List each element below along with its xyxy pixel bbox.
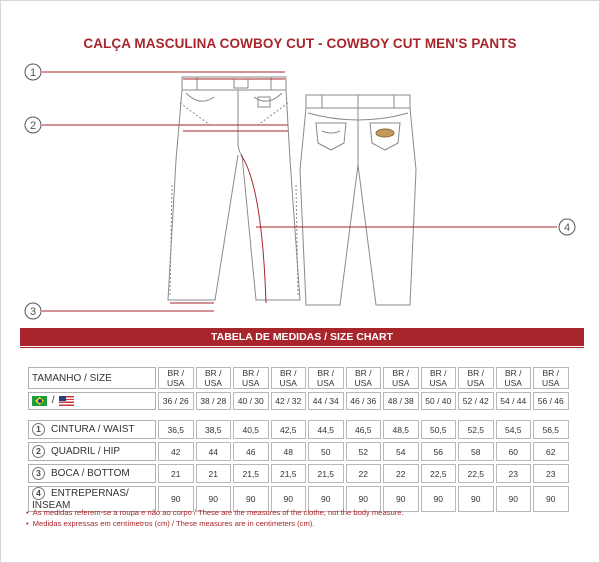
value-cell: 54 — [383, 442, 419, 461]
size-header-cell: BR / USA — [496, 367, 532, 389]
measurement-row-waist — [28, 420, 569, 439]
value-cell: 56 — [421, 442, 457, 461]
size-cell: 42 / 32 — [271, 392, 307, 410]
size-chart-banner: TABELA DE MEDIDAS / SIZE CHART — [20, 328, 584, 346]
measurement-label: 2 QUADRIL / HIP — [28, 442, 156, 461]
size-cell: 36 / 26 — [158, 392, 194, 410]
value-cell: 90 — [308, 486, 344, 512]
value-cell: 52 — [346, 442, 382, 461]
value-cell: 60 — [496, 442, 532, 461]
value-cell: 90 — [158, 486, 194, 512]
size-header-cell: BR / USA — [383, 367, 419, 389]
pants-diagram — [0, 55, 600, 320]
value-cell: 90 — [271, 486, 307, 512]
size-header-cell: BR / USA — [233, 367, 269, 389]
measurement-label: 1 CINTURA / WAIST — [28, 420, 156, 439]
size-header-cell: BR / USA — [458, 367, 494, 389]
value-cell: 46 — [233, 442, 269, 461]
flag-separator: / — [51, 395, 55, 407]
number-badge: 4 — [32, 487, 45, 500]
size-row-label: TAMANHO / SIZE — [28, 367, 156, 389]
size-cell: 54 / 44 — [496, 392, 532, 410]
value-cell: 58 — [458, 442, 494, 461]
brazil-flag-icon — [32, 396, 47, 406]
front-pants-sketch — [168, 77, 300, 300]
value-cell: 40,5 — [233, 420, 269, 439]
size-values-row — [28, 392, 569, 410]
value-cell: 22 — [383, 464, 419, 483]
callout-labels — [30, 67, 570, 318]
size-header-row — [28, 367, 569, 389]
value-cell: 42,5 — [271, 420, 307, 439]
callout-3: 3 — [29, 306, 37, 318]
callout-2: 2 — [29, 120, 37, 132]
size-cell: 48 / 38 — [383, 392, 419, 410]
value-cell: 23 — [496, 464, 532, 483]
callout-1: 1 — [29, 67, 37, 79]
value-cell: 90 — [383, 486, 419, 512]
size-cell: 38 / 28 — [196, 392, 232, 410]
value-cell: 90 — [196, 486, 232, 512]
size-cell: 44 / 34 — [308, 392, 344, 410]
value-cell: 22,5 — [458, 464, 494, 483]
number-badge: 2 — [32, 445, 45, 458]
size-header-cell: BR / USA — [421, 367, 457, 389]
value-cell: 90 — [533, 486, 569, 512]
footnote: • Medidas expressas em centímetros (cm) / These measures are in centimeters (cm). — [26, 519, 315, 528]
size-header-cell: BR / USA — [158, 367, 194, 389]
value-cell: 21,5 — [271, 464, 307, 483]
value-cell: 52,5 — [458, 420, 494, 439]
value-cell: 54,5 — [496, 420, 532, 439]
size-header-cell: BR / USA — [533, 367, 569, 389]
value-cell: 36,5 — [158, 420, 194, 439]
size-header-cell: BR / USA — [308, 367, 344, 389]
value-cell: 21 — [158, 464, 194, 483]
value-cell: 50,5 — [421, 420, 457, 439]
measurement-row-hip — [28, 442, 569, 461]
value-cell: 50 — [308, 442, 344, 461]
value-cell: 21,5 — [233, 464, 269, 483]
value-cell: 56,5 — [533, 420, 569, 439]
measurement-row-bottom — [28, 464, 569, 483]
size-cell: 46 / 36 — [346, 392, 382, 410]
size-table — [26, 364, 571, 515]
callout-circles — [25, 64, 575, 319]
back-pants-sketch — [300, 95, 416, 305]
size-header-cell: BR / USA — [346, 367, 382, 389]
size-header-cell: BR / USA — [196, 367, 232, 389]
value-cell: 90 — [233, 486, 269, 512]
size-cell: 50 / 40 — [421, 392, 457, 410]
footnotes — [26, 507, 404, 529]
value-cell: 22 — [346, 464, 382, 483]
size-cell: 56 / 46 — [533, 392, 569, 410]
value-cell: 48 — [271, 442, 307, 461]
value-cell: 48,5 — [383, 420, 419, 439]
size-cell: 40 / 30 — [233, 392, 269, 410]
measurement-label: 3 BOCA / BOTTOM — [28, 464, 156, 483]
callout-4: 4 — [563, 222, 571, 234]
value-cell: 90 — [421, 486, 457, 512]
value-cell: 44 — [196, 442, 232, 461]
value-cell: 90 — [458, 486, 494, 512]
value-cell: 38,5 — [196, 420, 232, 439]
value-cell: 90 — [346, 486, 382, 512]
value-cell: 90 — [496, 486, 532, 512]
value-cell: 42 — [158, 442, 194, 461]
value-cell: 21 — [196, 464, 232, 483]
value-cell: 46,5 — [346, 420, 382, 439]
number-badge: 3 — [32, 467, 45, 480]
value-cell: 21,5 — [308, 464, 344, 483]
measurement-lines — [42, 72, 557, 311]
size-header-cell: BR / USA — [271, 367, 307, 389]
flag-cell — [28, 392, 156, 410]
size-cell: 52 / 42 — [458, 392, 494, 410]
value-cell: 23 — [533, 464, 569, 483]
number-badge: 1 — [32, 423, 45, 436]
value-cell: 62 — [533, 442, 569, 461]
banner-underline — [20, 347, 584, 348]
value-cell: 44,5 — [308, 420, 344, 439]
measurement-label: 4 ENTREPERNAS/ INSEAM — [28, 486, 156, 512]
value-cell: 22,5 — [421, 464, 457, 483]
usa-flag-icon — [59, 396, 74, 406]
page-title: CALÇA MASCULINA COWBOY CUT - COWBOY CUT MEN'S PANTS — [83, 36, 517, 51]
footnote: • As medidas referem-se a roupa e não ao corpo / These are the measures of the clothe, not the body measure. — [26, 508, 404, 517]
